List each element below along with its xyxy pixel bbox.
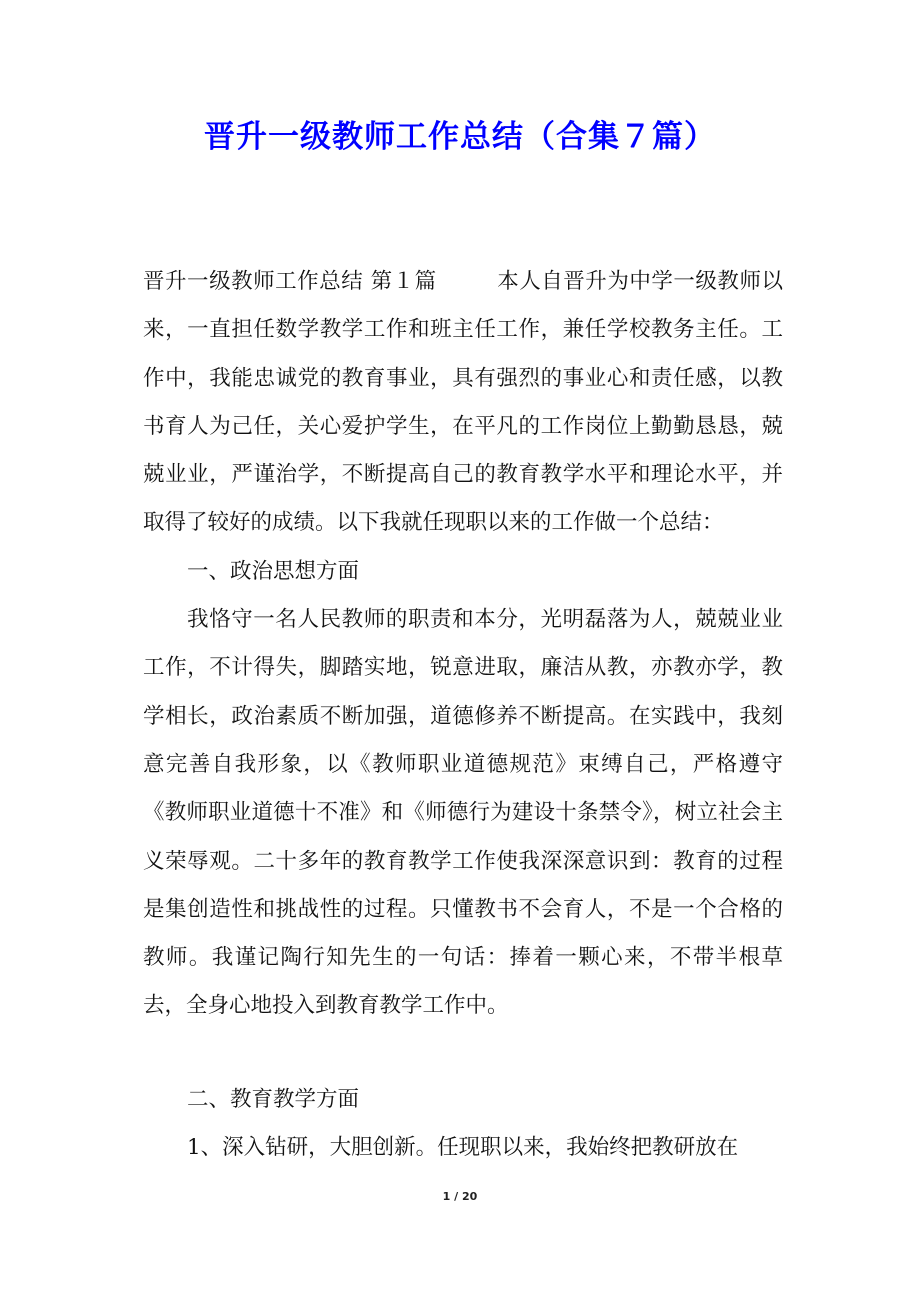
section1-paragraph: 我恪守一名人民教师的职责和本分，光明磊落为人，兢兢业业工作，不计得失，脚踏实地，锐意进取，廉洁从教，亦教亦学，教学相长，政治素质不断加强，道德修养不断提高。在实践中，我刻意完善自我形象，以《教师职业道德规范》束缚自己，严格遵守《教师职业道德十不准》和《师德行为建设十条禁令》，树立社会主义荣辱观。二十多年的教育教学工作使我深深意识到：教育的过程是集创造性和挑战性的过程。只懂教书不会育人，不是一个合格的教师。我谨记陶行知先生的一句话：捧着一颗心来，不带半根草去，全身心地投入到教育教学工作中。: [143, 607, 783, 1019]
document-body-continued: [143, 1076, 783, 1173]
intro-heading: 晋升一级教师工作总结 第１篇: [143, 269, 437, 294]
section1-heading: 一、政治思想方面: [187, 558, 360, 584]
intro-paragraph: [143, 258, 783, 548]
page-number: 1 / 20: [442, 1190, 478, 1203]
document-title: 晋升一级教师工作总结（合集７篇）: [204, 119, 716, 155]
intro-text: 本人自晋升为中学一级教师以来，一直担任数学教学工作和班主任工作，兼任学校教务主任。工作中，我能忠诚党的教育事业，具有强烈的事业心和责任感，以教书育人为己任，关心爱护学生，在平凡的工作岗位上勤勤恳恳，兢兢业业，严谨治学，不断提高自己的教育教学水平和理论水平，并取得了较好的成绩。以下我就任现职以来的工作做一个总结：: [143, 269, 783, 536]
section2-paragraph: 1、深入钻研，大胆创新。任现职以来，我始终把教研放在: [187, 1135, 739, 1161]
section2-heading: 二、教育教学方面: [187, 1087, 360, 1112]
document-body: [143, 258, 783, 1031]
